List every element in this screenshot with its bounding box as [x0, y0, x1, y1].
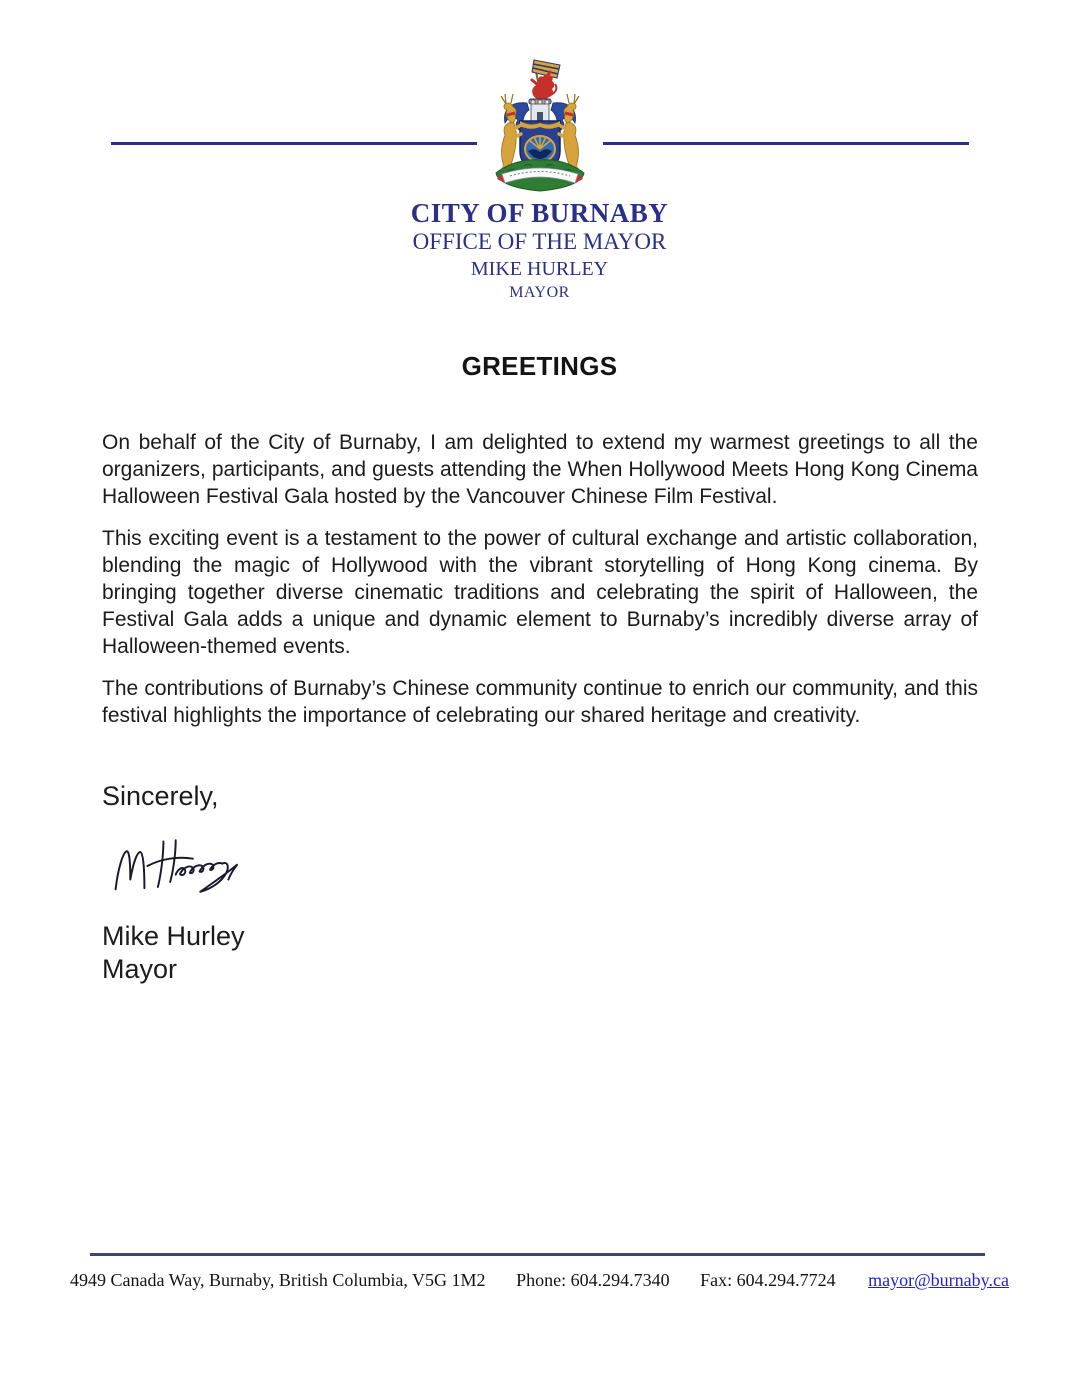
- office-name: OFFICE OF THE MAYOR: [412, 229, 667, 254]
- closing-salutation: Sincerely,: [102, 781, 219, 811]
- official-name: MIKE HURLEY: [470, 258, 609, 280]
- burnaby-coat-of-arms-icon: [477, 54, 603, 198]
- letter-heading: GREETINGS: [461, 351, 618, 381]
- paragraph-2: This exciting event is a testament to the power of cultural exchange and artistic collaboration, blending the magic of Hollywood with the vibrant storytelling of Hong Kong cinema. By bringing together diverse cinematic traditions and celebrating the spirit of Halloween, the Festival Gala adds a unique and dynamic element to Burnaby’s incredibly diverse array of Halloween-themed events.: [102, 527, 978, 658]
- paragraph-1: On behalf of the City of Burnaby, I am delighted to extend my warmest greetings to all the organizers, participants, and guests attending the When Hollywood Meets Hong Kong Cinema Halloween Festival Gala hosted by the Vancouver Chinese Film Festival.: [102, 431, 978, 508]
- coat-of-arms-graphic: [480, 55, 600, 197]
- footer-fax: Fax: 604.294.7724: [700, 1270, 836, 1290]
- footer-divider-line: [90, 1253, 985, 1256]
- footer-phone: Phone: 604.294.7340: [516, 1270, 670, 1290]
- signer-block: [102, 920, 978, 986]
- signature-graphic: [104, 828, 294, 920]
- letterhead: [0, 199, 1079, 303]
- footer-address: 4949 Canada Way, Burnaby, British Columbia, V5G 1M2: [70, 1270, 486, 1290]
- official-title: MAYOR: [509, 284, 570, 301]
- letter-body: [102, 429, 978, 986]
- handwritten-signature: [104, 828, 978, 920]
- organization-name: CITY OF BURNABY: [410, 198, 669, 228]
- footer: [0, 1270, 1079, 1291]
- signer-name: Mike Hurley: [102, 921, 245, 951]
- signer-title: Mayor: [102, 954, 178, 984]
- paragraph-3: The contributions of Burnaby’s Chinese community continue to enrich our community, and this festival highlights the importance of celebrating our shared heritage and creativity.: [102, 677, 978, 727]
- footer-email-link[interactable]: mayor@burnaby.ca: [868, 1270, 1009, 1290]
